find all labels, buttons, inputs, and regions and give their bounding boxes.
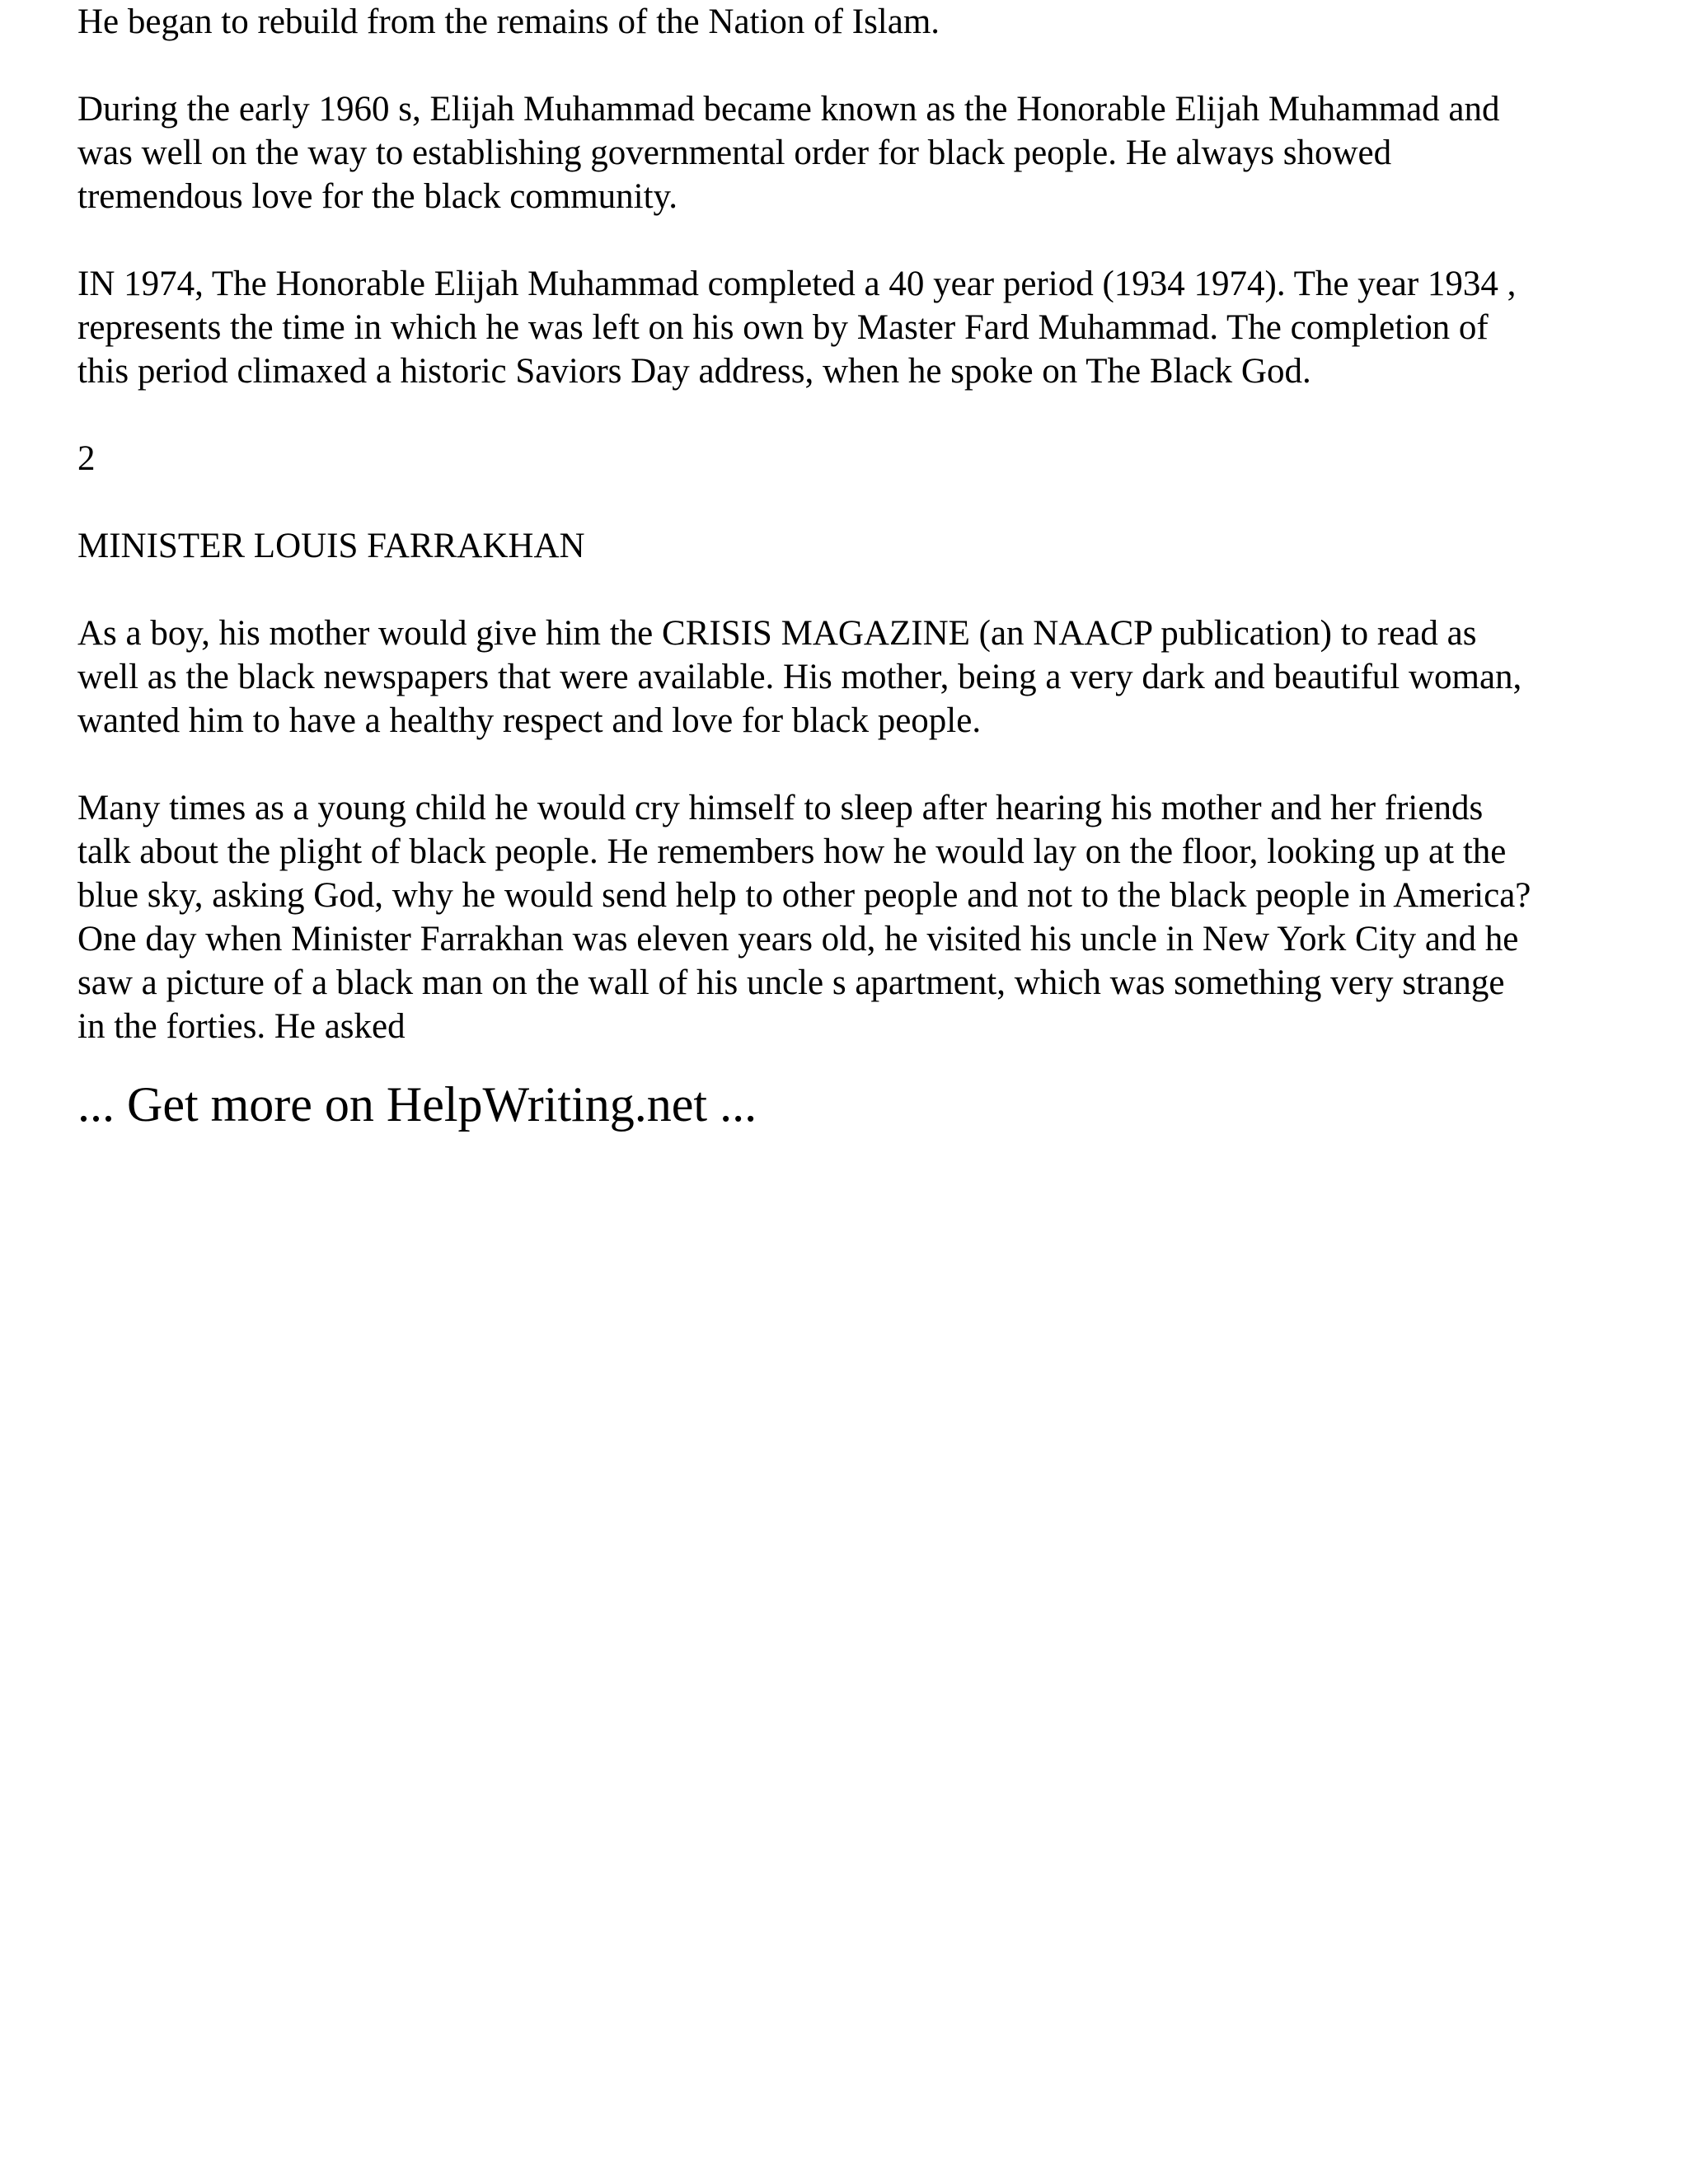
text-line: saw a picture of a black man on the wall of his uncle s apartment, which was something very strange bbox=[77, 963, 1505, 1002]
text-line: represents the time in which he was left on his own by Master Fard Muhammad. The completion of bbox=[77, 308, 1489, 347]
text-line: He began to rebuild from the remains of the Nation of Islam. bbox=[77, 2, 940, 41]
document-page bbox=[77, 0, 1627, 1134]
text-line: blue sky, asking God, why he would send help to other people and not to the black people in America? bbox=[77, 876, 1531, 915]
para-rebuild bbox=[77, 0, 1627, 44]
para-crisis-magazine bbox=[77, 612, 1627, 743]
para-many-times bbox=[77, 786, 1627, 1048]
para-early-1960s bbox=[77, 87, 1627, 218]
text-line: wanted him to have a healthy respect and love for black people. bbox=[77, 701, 982, 740]
text-line: in the forties. He asked bbox=[77, 1007, 406, 1046]
promo-link[interactable]: ... Get more on HelpWriting.net ... bbox=[77, 1077, 757, 1132]
text-line: Many times as a young child he would cry himself to sleep after hearing his mother and her friends bbox=[77, 789, 1484, 827]
text-line: As a boy, his mother would give him the CRISIS MAGAZINE (an NAACP publication) to read as bbox=[77, 614, 1477, 653]
para-1974 bbox=[77, 262, 1627, 393]
text-line: was well on the way to establishing governmental order for black people. He always showed bbox=[77, 134, 1392, 172]
text-line: talk about the plight of black people. He remembers how he would lay on the floor, looking up at the bbox=[77, 832, 1507, 871]
section-number bbox=[77, 437, 1627, 480]
text-line: well as the black newspapers that were available. His mother, being a very dark and beautiful woman, bbox=[77, 658, 1522, 696]
text-line: this period climaxed a historic Saviors Day address, when he spoke on The Black God. bbox=[77, 352, 1311, 391]
page-number-text: 2 bbox=[77, 439, 96, 478]
text-line: IN 1974, The Honorable Elijah Muhammad completed a 40 year period (1934 1974). The year 1934 , bbox=[77, 265, 1517, 303]
heading-text: MINISTER LOUIS FARRAKHAN bbox=[77, 527, 585, 565]
text-line: tremendous love for the black community. bbox=[77, 177, 678, 216]
text-line: One day when Minister Farrakhan was eleven years old, he visited his uncle in New York City and he bbox=[77, 920, 1519, 958]
text-line: During the early 1960 s, Elijah Muhammad became known as the Honorable Elijah Muhammad and bbox=[77, 90, 1500, 129]
section-heading bbox=[77, 524, 1627, 568]
